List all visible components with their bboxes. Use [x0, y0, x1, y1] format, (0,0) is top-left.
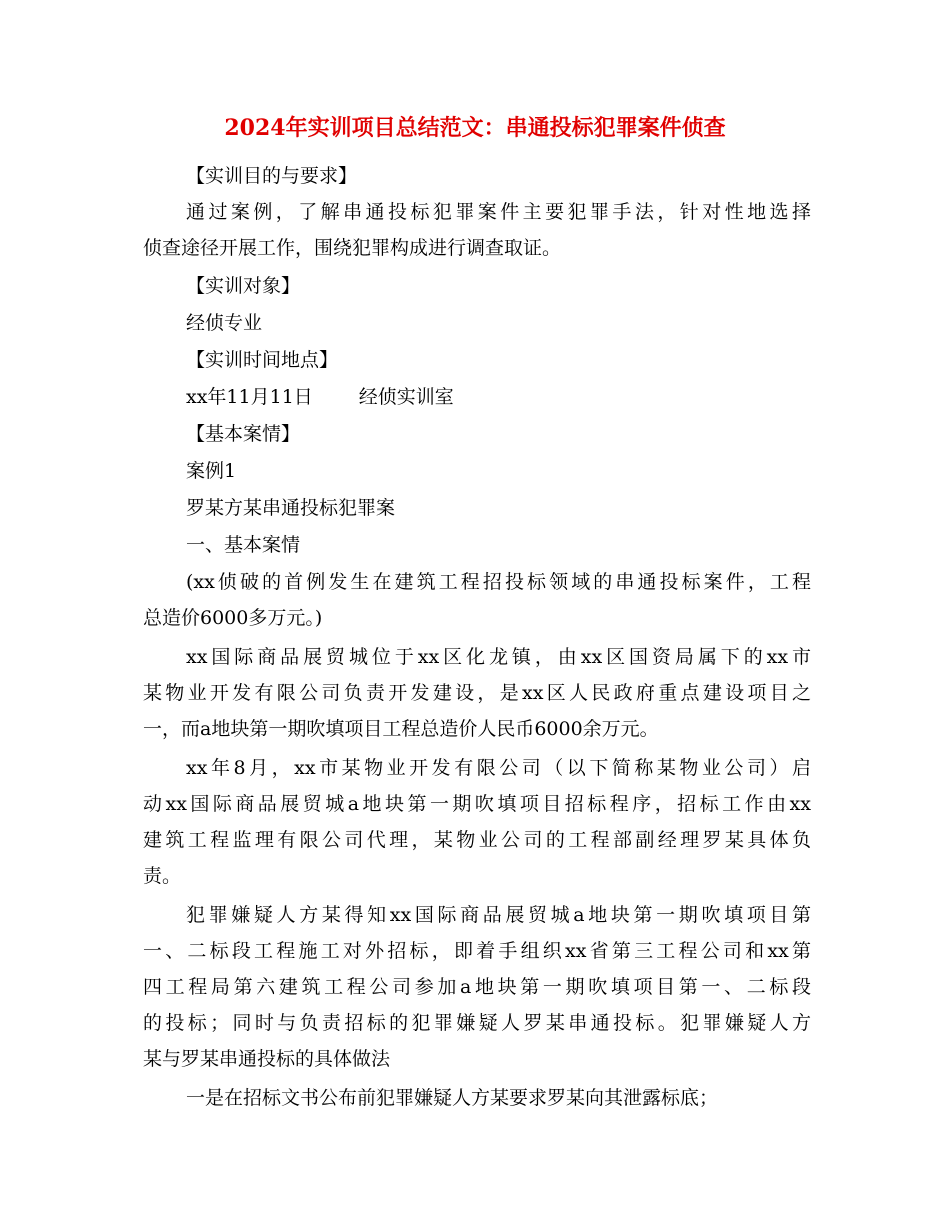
heading-target: 【实训对象】 [186, 275, 301, 297]
paragraph-line: 犯罪嫌疑人方某得知xx国际商品展贸城a地块第一期吹填项目第 [186, 904, 811, 926]
paragraph-line: 一，而a地块第一期吹填项目工程总造价人民币6000余万元。 [143, 718, 659, 740]
heading-time-place: 【实训时间地点】 [186, 349, 339, 371]
heading-purpose: 【实训目的与要求】 [186, 165, 358, 187]
case-number: 案例1 [186, 460, 237, 482]
paragraph-line: 侦查途径开展工作，围绕犯罪构成进行调查取证。 [143, 237, 562, 259]
paragraph-line: 责。 [143, 865, 182, 887]
paragraph-line: 四工程局第六建筑工程公司参加a地块第一期吹填项目第一、二标段 [143, 976, 811, 998]
paragraph-line: xx国际商品展贸城位于xx区化龙镇，由xx区国资局属下的xx市 [186, 646, 811, 668]
paragraph-line: 某与罗某串通投标的具体做法 [143, 1048, 391, 1070]
time-place-line [186, 379, 811, 415]
document-title: 2024年实训项目总结范文：串通投标犯罪案件侦查 [224, 115, 726, 141]
paragraph-line: 一、二标段工程施工对外招标，即着手组织xx省第三工程公司和xx第 [143, 940, 811, 962]
paragraph-line: 总造价6000多万元。) [143, 607, 323, 629]
time-place: 经侦实训室 [358, 386, 454, 408]
paragraph-line: (xx侦破的首例发生在建筑工程招投标领域的串通投标案件，工程 [186, 571, 811, 593]
paragraph-line: 的投标；同时与负责招标的犯罪嫌疑人罗某串通投标。犯罪嫌疑人方 [143, 1012, 811, 1034]
paragraph-line: xx年8月，xx市某物业开发有限公司（以下简称某物业公司）启 [186, 757, 811, 779]
time-date: xx年11月11日 [186, 386, 313, 408]
case-name: 罗某方某串通投标犯罪案 [186, 497, 396, 519]
paragraph-line: 建筑工程监理有限公司代理，某物业公司的工程部副经理罗某具体负 [143, 829, 811, 851]
paragraph-line: 某物业开发有限公司负责开发建设，是xx区人民政府重点建设项目之 [143, 682, 811, 704]
section-heading: 一、基本案情 [186, 534, 301, 556]
paragraph-line: 一是在招标文书公布前犯罪嫌疑人方某要求罗某向其泄露标底； [186, 1087, 719, 1109]
heading-basic-case: 【基本案情】 [186, 423, 301, 445]
paragraph-line: 通过案例，了解串通投标犯罪案件主要犯罪手法，针对性地选择 [186, 201, 811, 223]
paragraph-line: 动xx国际商品展贸城a地块第一期吹填项目招标程序，招标工作由xx [143, 793, 811, 815]
target-text: 经侦专业 [186, 312, 263, 334]
